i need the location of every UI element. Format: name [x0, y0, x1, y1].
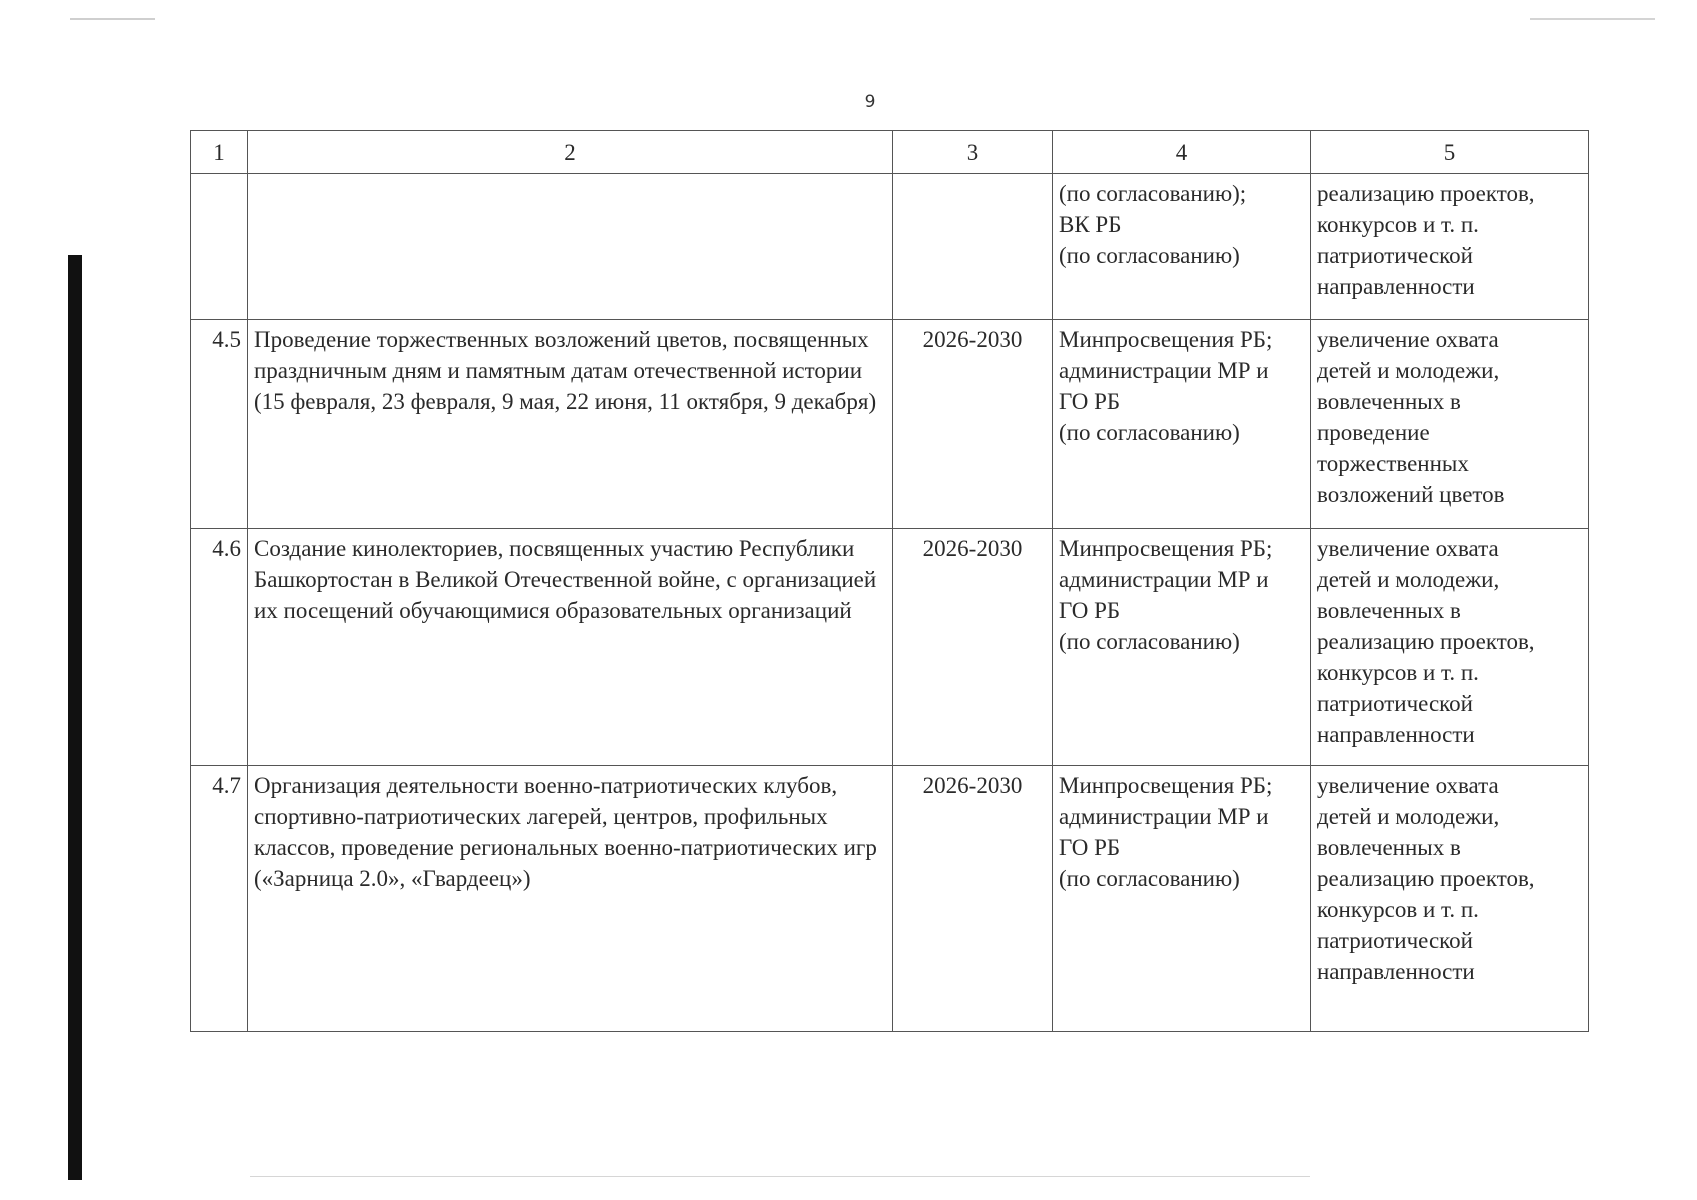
page-number: 9: [864, 92, 876, 112]
executor-line: Минпросвещения РБ;: [1059, 773, 1273, 798]
result-line: конкурсов и т. п.: [1317, 897, 1479, 922]
executor-line: ГО РБ: [1059, 598, 1121, 623]
cell-period: [893, 174, 1053, 320]
scan-artifact-top-right: [1530, 18, 1655, 20]
cell-name: Создание кинолекториев, посвященных участию Республики Башкортостан в Великой Отечественной войне, с организацией их посещений обучающимися образовательных организаций: [248, 529, 893, 766]
executor-line: (по согласованию);: [1059, 181, 1247, 206]
result-line: направленности: [1317, 274, 1475, 299]
result-line: патриотической: [1317, 691, 1473, 716]
cell-result: [1311, 174, 1589, 320]
cell-result: [1311, 766, 1589, 1032]
executor-line: Минпросвещения РБ;: [1059, 536, 1273, 561]
result-line: увеличение охвата: [1317, 773, 1499, 798]
result-line: конкурсов и т. п.: [1317, 660, 1479, 685]
result-line: торжественных: [1317, 451, 1469, 476]
cell-result: [1311, 320, 1589, 529]
result-line: детей и молодежи,: [1317, 358, 1500, 383]
result-line: реализацию проектов,: [1317, 866, 1535, 891]
cell-period: 2026-2030: [893, 766, 1053, 1032]
result-line: патриотической: [1317, 928, 1473, 953]
result-line: реализацию проектов,: [1317, 629, 1535, 654]
executor-line: администрации МР и: [1059, 804, 1269, 829]
cell-name: [248, 174, 893, 320]
result-line: вовлеченных в: [1317, 835, 1461, 860]
cell-name: Проведение торжественных возложений цветов, посвященных праздничным дням и памятным датам отечественной истории (15 февраля, 23 февраля, 9 мая, 22 июня, 11 октября, 9 декабря): [248, 320, 893, 529]
cell-num: [191, 174, 248, 320]
result-line: направленности: [1317, 722, 1475, 747]
plan-table: [190, 130, 1589, 1032]
executor-line: (по согласованию): [1059, 629, 1240, 654]
table-row-continuation: [191, 174, 1589, 320]
executor-line: ГО РБ: [1059, 389, 1121, 414]
cell-num: 4.7: [191, 766, 248, 1032]
cell-result: [1311, 529, 1589, 766]
result-line: детей и молодежи,: [1317, 567, 1500, 592]
result-line: увеличение охвата: [1317, 327, 1499, 352]
header-cell-3: 3: [893, 131, 1053, 174]
cell-name: Организация деятельности военно-патриотических клубов, спортивно-патриотических лагерей, центров, профильных классов, проведение региональных военно-патриотических игр («Зарница 2.0», «Гвардеец»): [248, 766, 893, 1032]
header-cell-2: 2: [248, 131, 893, 174]
cell-executors: [1053, 529, 1311, 766]
executor-line: администрации МР и: [1059, 567, 1269, 592]
executor-line: Минпросвещения РБ;: [1059, 327, 1273, 352]
header-cell-5: 5: [1311, 131, 1589, 174]
cell-num: 4.5: [191, 320, 248, 529]
result-line: реализацию проектов,: [1317, 181, 1535, 206]
cell-executors: [1053, 320, 1311, 529]
result-line: конкурсов и т. п.: [1317, 212, 1479, 237]
table-row: [191, 529, 1589, 766]
cell-period: 2026-2030: [893, 529, 1053, 766]
scan-artifact-left-edge: [68, 255, 82, 1180]
result-line: вовлеченных в: [1317, 389, 1461, 414]
result-line: проведение: [1317, 420, 1430, 445]
executor-line: (по согласованию): [1059, 420, 1240, 445]
result-line: патриотической: [1317, 243, 1473, 268]
executor-line: (по согласованию): [1059, 866, 1240, 891]
cell-num: 4.6: [191, 529, 248, 766]
result-line: детей и молодежи,: [1317, 804, 1500, 829]
table-row: [191, 766, 1589, 1032]
executor-line: (по согласованию): [1059, 243, 1240, 268]
result-line: направленности: [1317, 959, 1475, 984]
header-cell-4: 4: [1053, 131, 1311, 174]
cell-executors: [1053, 174, 1311, 320]
executor-line: администрации МР и: [1059, 358, 1269, 383]
cell-period: 2026-2030: [893, 320, 1053, 529]
scan-artifact-bottom-line: [250, 1176, 1310, 1177]
result-line: возложений цветов: [1317, 482, 1505, 507]
executor-line: ГО РБ: [1059, 835, 1121, 860]
executor-line: ВК РБ: [1059, 212, 1122, 237]
scan-artifact-top-left: [70, 18, 155, 20]
header-cell-1: 1: [191, 131, 248, 174]
cell-executors: [1053, 766, 1311, 1032]
result-line: увеличение охвата: [1317, 536, 1499, 561]
table-header-row: [191, 131, 1589, 174]
result-line: вовлеченных в: [1317, 598, 1461, 623]
table-row: [191, 320, 1589, 529]
